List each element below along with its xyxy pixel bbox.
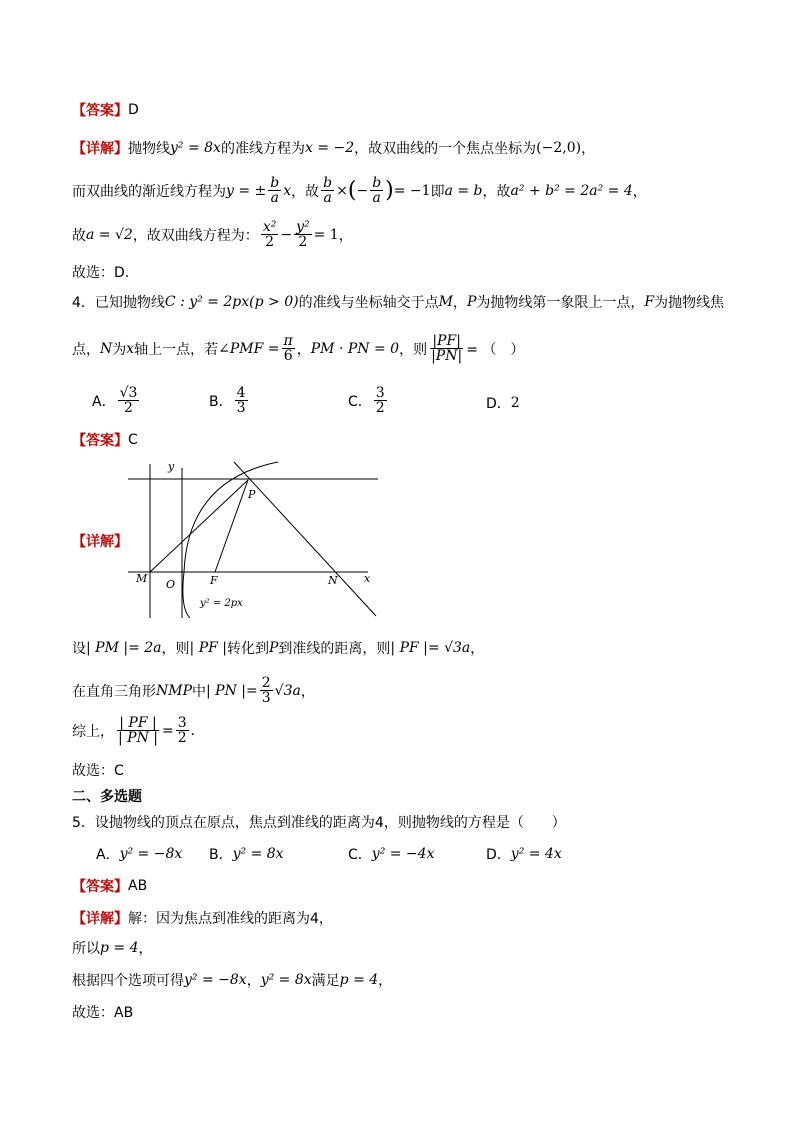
formula: NMP <box>156 682 193 699</box>
text: ， <box>632 183 647 200</box>
formula: = <box>162 722 174 739</box>
fraction: $\frac{3}{2}$ <box>375 385 385 416</box>
paren: ( <box>347 178 357 203</box>
text: ，则 <box>161 641 190 657</box>
text: 即 <box>430 183 445 200</box>
label-curve: y² = 2px <box>200 598 243 609</box>
text: 的准线方程为 <box>220 141 305 157</box>
text: ，故双曲线方程为： <box>132 227 259 244</box>
text: = （ ） <box>466 341 525 358</box>
text: 轴上一点，若 <box>134 341 219 358</box>
q4-solution-line1 <box>72 638 484 658</box>
text: 的准线与坐标轴交于点 <box>298 295 439 311</box>
formula: PM · PN = 0 <box>310 340 400 357</box>
detail-tag: 【详解】 <box>72 911 128 927</box>
fraction: $\frac{b}{a}$ <box>270 175 280 206</box>
option-value: y² = 8x <box>232 846 284 862</box>
text: 解：因为焦点到准线的距离为4， <box>128 911 333 927</box>
formula: P <box>269 640 279 656</box>
option-label: C． <box>348 393 372 410</box>
answer-tag: 【答案】 <box>72 879 128 895</box>
formula: | PN |= <box>206 682 258 699</box>
q4-detail-tag-line <box>72 531 128 551</box>
fraction: $\frac{2}{3}$ <box>261 675 271 706</box>
text: 故选：AB <box>72 1005 134 1021</box>
answer-value: D <box>128 102 139 118</box>
q4-option-b <box>209 386 250 415</box>
text: 设 <box>72 641 86 657</box>
fraction: $\frac{3}{2}$ <box>177 715 187 746</box>
text: 为抛物线第一象限上一点， <box>476 295 645 311</box>
option-label: C． <box>348 847 372 863</box>
fraction: $\frac{|PF|}{|PN|}$ <box>431 333 463 364</box>
segment-mp <box>150 480 248 572</box>
q4-stem-line1 <box>72 292 724 312</box>
text: ， <box>470 641 485 657</box>
text: 故选：C <box>72 763 124 779</box>
q4-choice <box>72 760 124 780</box>
option-label: A． <box>96 847 120 863</box>
parabola-figure <box>128 458 380 618</box>
q3-detail-line2 <box>72 176 647 205</box>
fraction: $\frac{b}{a}$ <box>372 175 382 206</box>
text: ，故 <box>482 183 511 200</box>
option-value: y² = 4x <box>510 846 562 862</box>
text: 在直角三角形 <box>72 683 156 700</box>
option-label: D． <box>486 396 511 412</box>
parabola-curve <box>183 462 278 618</box>
text: 而双曲线的渐近线方程为 <box>72 183 226 200</box>
formula: − <box>280 226 293 243</box>
q3-choice <box>72 262 129 282</box>
formula: a = √2 <box>86 226 133 243</box>
formula: √3a <box>274 682 301 699</box>
detail-tag: 【详解】 <box>72 534 128 550</box>
q5-choice <box>72 1002 133 1022</box>
text: 故选：D. <box>72 265 130 281</box>
option-value: y² = −4x <box>371 846 435 862</box>
answer-tag: 【答案】 <box>72 433 128 449</box>
text: 抛物线 <box>128 141 170 157</box>
option-label: B． <box>209 847 233 863</box>
text: 为抛物线焦 <box>654 295 725 311</box>
formula: p = 4 <box>339 972 379 988</box>
formula: (−2,0) <box>536 140 582 156</box>
label-y-axis: y <box>168 460 175 473</box>
text: ， <box>296 341 311 358</box>
option-value: 2 <box>510 395 520 411</box>
formula: P <box>466 294 477 310</box>
formula: x <box>126 340 135 357</box>
fraction: $\frac{\text{y²}}{2}$ <box>296 219 310 250</box>
q3-answer-line <box>72 100 139 120</box>
q4-answer-line <box>72 430 138 450</box>
label-f: F <box>210 574 218 587</box>
text: ， <box>246 973 261 989</box>
text: ， <box>378 973 393 989</box>
q5-detail-line1 <box>72 908 333 928</box>
formula: y² = −8x <box>184 972 247 988</box>
detail-tag: 【详解】 <box>72 141 128 157</box>
formula: = −1 <box>393 182 431 199</box>
fraction: $\frac{√3}{2}$ <box>119 385 138 416</box>
formula: | PF | <box>189 640 227 656</box>
q4-solution-line2 <box>72 676 315 705</box>
text: 所以 <box>72 941 100 957</box>
formula: y² = 8x <box>260 972 312 988</box>
formula: F <box>644 294 655 310</box>
section-title: 二、多选题 <box>72 789 142 805</box>
q5-option-c <box>348 844 434 864</box>
formula: | PF |= √3a <box>390 640 471 656</box>
text: 中 <box>192 683 207 700</box>
answer-tag: 【答案】 <box>72 103 128 119</box>
text: ， <box>138 941 153 957</box>
text: ， <box>452 295 467 311</box>
text: ，故 <box>291 183 320 200</box>
q4-solution-line3 <box>72 716 195 745</box>
formula: M <box>438 294 453 310</box>
text: 为 <box>112 341 127 358</box>
formula: y² = 8x <box>170 140 221 156</box>
q5-detail-line2 <box>72 938 153 958</box>
q3-detail-line1 <box>72 138 595 158</box>
formula: × <box>336 182 348 199</box>
text: 转化到 <box>227 641 269 657</box>
label-n: N <box>328 574 338 587</box>
option-label: B． <box>209 393 233 410</box>
q5-detail-line3 <box>72 970 392 990</box>
text: 5．设抛物线的顶点在原点，焦点到准线的距离为4，则抛物线的方程是（ ） <box>72 815 566 831</box>
formula: a = b <box>444 182 483 199</box>
option-label: D． <box>486 847 511 863</box>
formula: y = ± <box>226 182 267 199</box>
fraction: $\frac{\pi}{6}$ <box>283 333 293 364</box>
text: ， <box>338 227 353 244</box>
text: 故 <box>72 227 86 244</box>
line-pn <box>234 462 376 616</box>
paren: ) <box>385 178 394 203</box>
text: 综上， <box>72 723 114 740</box>
text: ， <box>581 141 596 157</box>
text: . <box>190 722 196 739</box>
formula: C : y² = 2px(p > 0) <box>164 294 299 310</box>
q4-stem-line2 <box>72 334 524 363</box>
option-value: y² = −8x <box>119 846 183 862</box>
q4-option-d <box>486 393 520 413</box>
formula: | PM |= 2a <box>86 640 162 656</box>
formula: = 1 <box>313 226 339 243</box>
formula: a² + b² = 2a² = 4 <box>510 182 633 199</box>
text: 满足 <box>311 973 340 989</box>
text: 4．已知抛物线 <box>72 295 165 311</box>
text: ，则 <box>399 341 428 358</box>
formula: p = 4 <box>100 940 139 956</box>
q4-option-c <box>348 386 389 415</box>
q4-option-a <box>92 386 141 415</box>
fraction: $\frac{| PF |}{| PN |}$ <box>118 715 159 746</box>
text: ， <box>300 683 315 700</box>
formula: ∠PMF = <box>218 340 280 357</box>
text: 根据四个选项可得 <box>72 973 184 989</box>
formula: x = −2 <box>304 140 355 156</box>
text: 点， <box>72 341 100 358</box>
option-label: A． <box>92 393 116 410</box>
q5-option-a <box>96 844 182 864</box>
q5-answer-line <box>72 876 147 896</box>
label-p: P <box>248 488 256 501</box>
answer-value: C <box>128 432 138 448</box>
fraction: $\frac{b}{a}$ <box>323 175 333 206</box>
q3-detail-line3 <box>72 220 353 249</box>
formula: x <box>283 182 292 199</box>
text: 到准线的距离，则 <box>278 641 391 657</box>
label-x-axis: x <box>364 572 371 585</box>
q5-option-d <box>486 844 562 864</box>
text: ，故双曲线的一个焦点坐标为 <box>354 141 537 157</box>
formula: − <box>356 182 369 199</box>
q5-option-b <box>209 844 284 864</box>
label-o: O <box>166 578 176 591</box>
segment-fp <box>215 480 248 572</box>
label-m: M <box>136 572 148 585</box>
formula: N <box>100 340 113 357</box>
fraction: $\frac{\text{x²}}{2}$ <box>262 219 277 250</box>
q5-stem <box>72 812 566 832</box>
fraction: $\frac{4}{3}$ <box>236 385 246 416</box>
answer-value: AB <box>128 878 148 894</box>
